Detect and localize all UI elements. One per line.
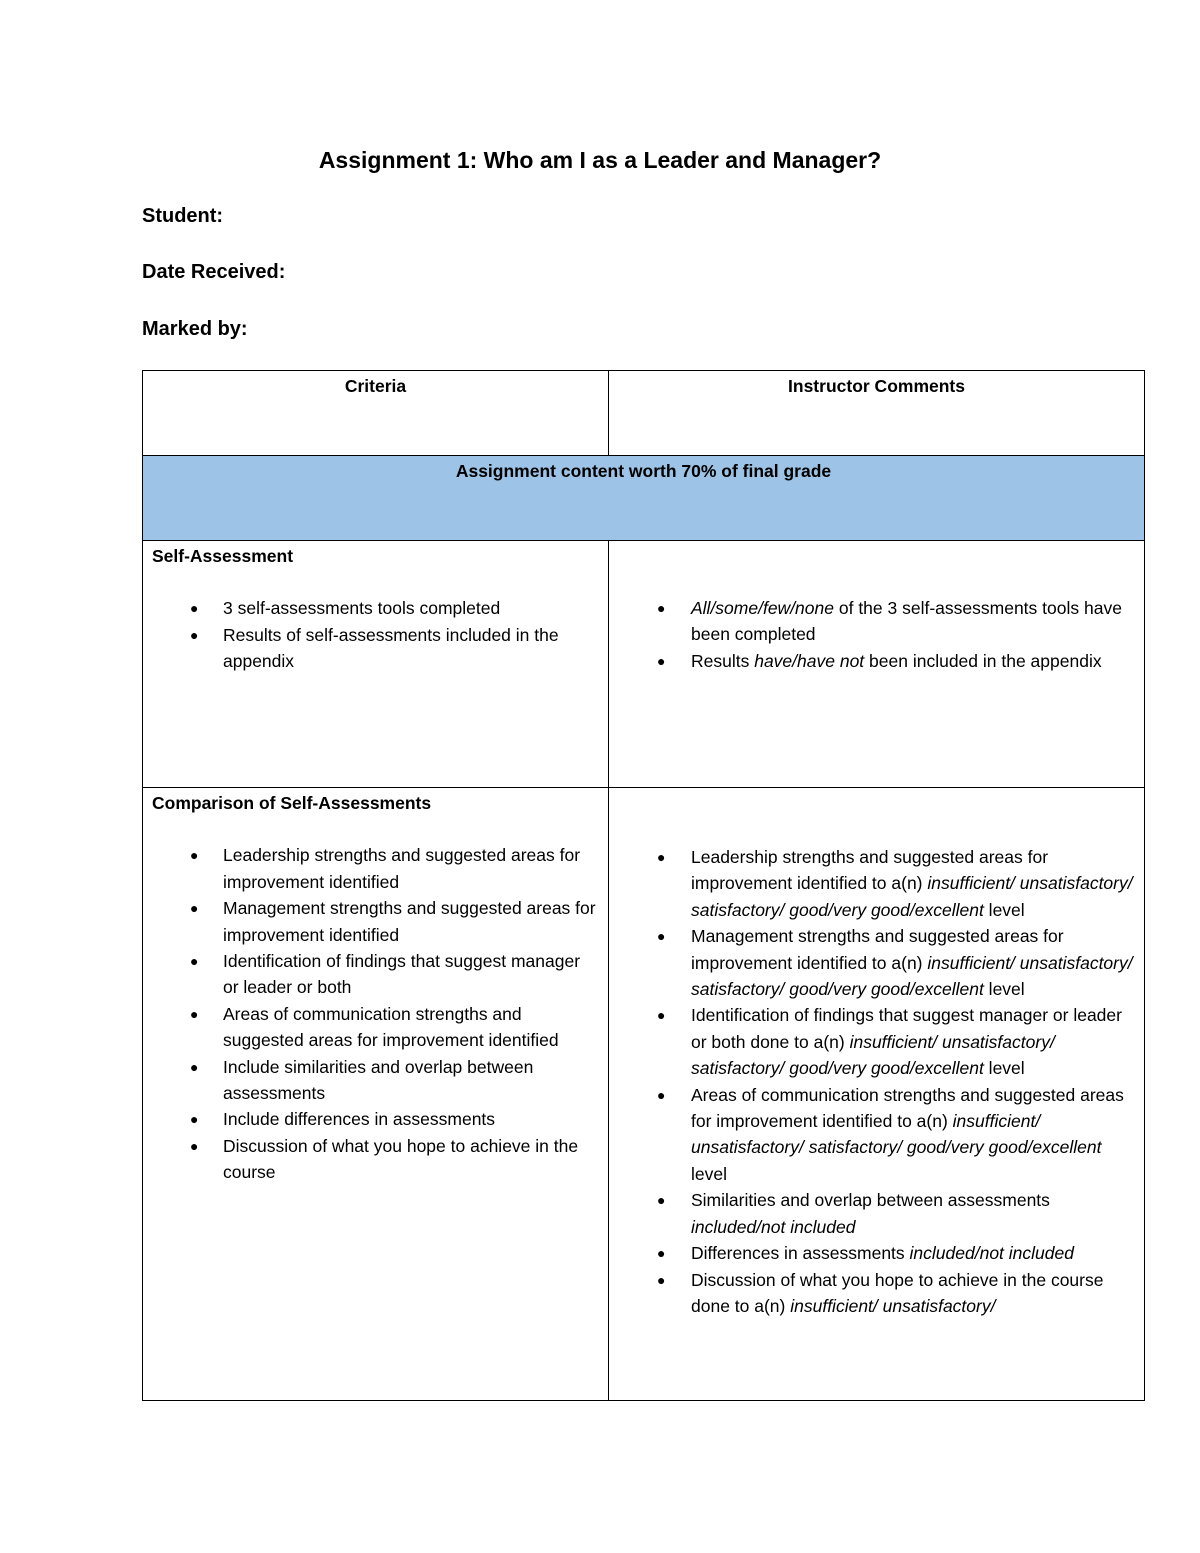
self-assessment-criteria-list: [152, 595, 600, 674]
comment-item-suffix: level: [983, 979, 1025, 1000]
comment-item: [619, 595, 1134, 648]
section-band: Assignment content worth 70% of final grade: [143, 456, 1145, 541]
comparison-comments-list: [619, 844, 1134, 1319]
comparison-heading: Comparison of Self-Assessments: [152, 793, 432, 813]
criteria-header: Criteria: [143, 371, 609, 456]
comment-item-text: Results: [691, 650, 755, 671]
criteria-item: [152, 595, 600, 621]
comment-item-suffix: level: [983, 1058, 1025, 1079]
comment-item-options: have/have not: [754, 650, 865, 671]
bullet-icon: ●: [190, 1005, 199, 1022]
self-assessment-heading: Self-Assessment: [152, 546, 294, 566]
comparison-comments-cell: [609, 788, 1145, 1401]
criteria-item: [152, 1133, 600, 1186]
page-title: Assignment 1: Who am I as a Leader and Manager?: [318, 147, 882, 173]
bullet-icon: ●: [657, 1007, 666, 1024]
criteria-item: [152, 1054, 600, 1107]
section-band-row: [143, 456, 1145, 541]
comment-item-options: insufficient/ unsatisfactory/ satisfactory/ good/very good/excellent: [691, 873, 1133, 920]
comment-item-text: Differences in assessments: [691, 1243, 910, 1264]
comment-item-suffix: level: [691, 1163, 727, 1184]
rubric-table: [142, 370, 1145, 1401]
criteria-item: [152, 948, 600, 1001]
criteria-item-text: Discussion of what you hope to achieve in the course: [223, 1135, 579, 1183]
marked-by-label: Marked by:: [142, 318, 248, 340]
bullet-icon: ●: [190, 953, 199, 970]
comment-item-suffix: of the 3 self-assessments tools have been completed: [691, 598, 1122, 645]
comment-item-text: Identification of findings that suggest manager or leader or both done to a(n): [691, 1005, 1122, 1052]
bullet-icon: ●: [190, 626, 199, 643]
comment-item-options: included/not included: [909, 1243, 1074, 1264]
criteria-item: [152, 895, 600, 948]
comment-item-options: insufficient/ unsatisfactory/ satisfactory/ good/very good/excellent: [691, 1031, 1055, 1079]
table-header-row: [143, 371, 1145, 456]
comparison-criteria-cell: [143, 788, 609, 1401]
criteria-item-text: Leadership strengths and suggested areas for improvement identified: [223, 845, 581, 892]
comment-item-suffix: been included in the appendix: [864, 650, 1102, 671]
criteria-item: [152, 1001, 600, 1054]
bullet-icon: ●: [657, 1086, 666, 1103]
bullet-icon: ●: [657, 1192, 666, 1209]
bullet-icon: ●: [657, 600, 666, 616]
self-assessment-comments-cell: [609, 541, 1145, 788]
comment-item-options: included/not included: [691, 1216, 856, 1237]
comment-item-options: insufficient/ unsatisfactory/ satisfactory/ good/very good/excellent: [691, 1111, 1102, 1158]
date-received-label: Date Received:: [142, 261, 286, 283]
comment-item: [619, 1240, 1134, 1266]
self-assessment-criteria-cell: [143, 541, 609, 788]
criteria-item: [152, 1106, 600, 1132]
bullet-icon: ●: [190, 600, 199, 617]
bullet-icon: ●: [190, 900, 199, 917]
criteria-item-text: 3 self-assessments tools completed: [223, 598, 501, 619]
criteria-item-text: Include similarities and overlap between assessments: [223, 1056, 534, 1104]
comment-item-options: insufficient/ unsatisfactory/ satisfactory/ good/very good/excellent: [691, 952, 1133, 1000]
comment-item: [619, 1187, 1134, 1240]
comment-item-text: Discussion of what you hope to achieve in the course done to a(n): [691, 1269, 1104, 1316]
comment-item-text: Leadership strengths and suggested areas for improvement identified to a(n): [691, 847, 1049, 894]
bullet-icon: ●: [657, 1245, 666, 1262]
comment-item: [619, 923, 1134, 1002]
criteria-item-text: Management strengths and suggested areas for improvement identified: [223, 898, 596, 945]
criteria-item: [152, 622, 600, 675]
comment-item: [619, 1082, 1134, 1188]
comment-item-options: insufficient/ unsatisfactory/: [790, 1295, 996, 1316]
student-label: Student:: [142, 205, 224, 227]
bullet-icon: ●: [657, 1271, 666, 1288]
comment-item-text: Management strengths and suggested areas for improvement identified to a(n): [691, 926, 1064, 973]
comment-item: [619, 1267, 1134, 1320]
comments-header: Instructor Comments: [609, 371, 1145, 456]
comment-item-text: Similarities and overlap between assessments: [691, 1190, 1050, 1211]
criteria-item-text: Areas of communication strengths and suggested areas for improvement identified: [223, 1003, 559, 1051]
criteria-item-text: Include differences in assessments: [223, 1109, 496, 1130]
criteria-item-text: Results of self-assessments included in the appendix: [223, 624, 559, 672]
comment-item-options: All/some/few/none: [691, 598, 834, 618]
bullet-icon: ●: [190, 1137, 199, 1154]
comment-item-suffix: level: [983, 899, 1025, 920]
criteria-item-text: Identification of findings that suggest manager or leader or both: [223, 951, 581, 998]
comment-item-text: Areas of communication strengths and suggested areas for improvement identified to a(n): [691, 1084, 1124, 1132]
bullet-icon: ●: [190, 847, 199, 864]
comparison-criteria-list: [152, 842, 600, 1185]
comment-item: [619, 1002, 1134, 1081]
bullet-icon: ●: [190, 1111, 199, 1128]
bullet-icon: ●: [657, 849, 666, 865]
comment-item: [619, 648, 1134, 674]
criteria-item: [152, 842, 600, 895]
self-assessment-comments-list: [619, 595, 1134, 674]
bullet-icon: ●: [190, 1058, 199, 1075]
bullet-icon: ●: [657, 652, 666, 669]
self-assessment-row: [143, 541, 1145, 788]
bullet-icon: ●: [657, 928, 666, 945]
comparison-row: [143, 788, 1145, 1401]
comment-item: [619, 844, 1134, 923]
